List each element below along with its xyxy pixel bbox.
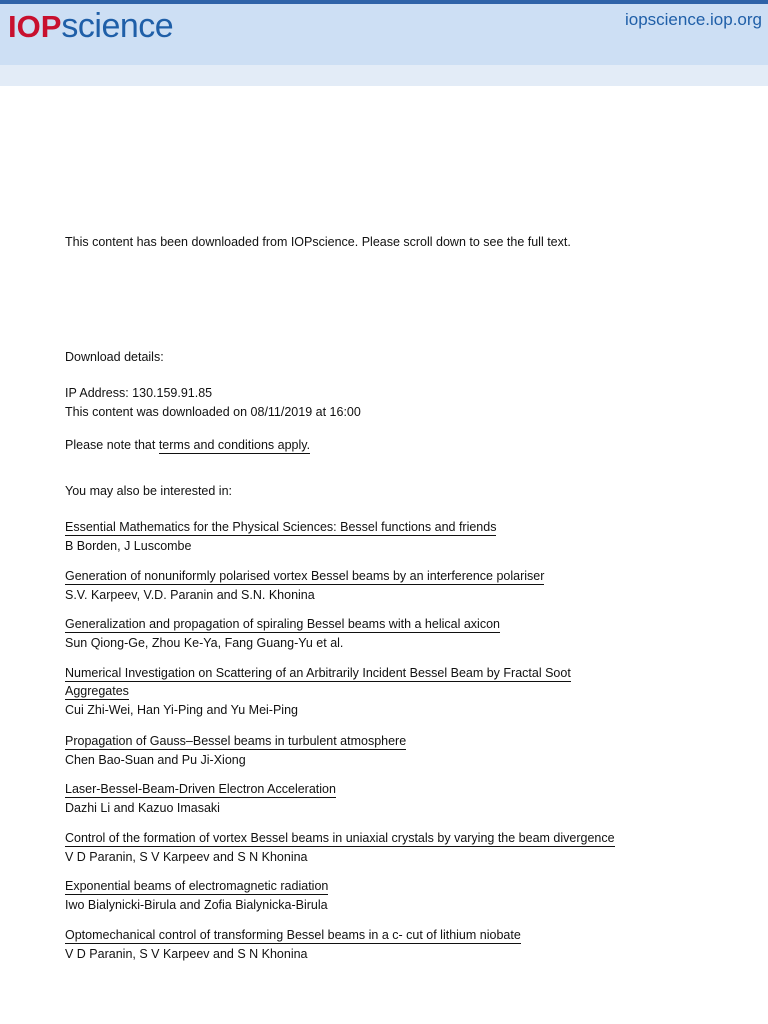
site-url-link[interactable]: iopscience.iop.org <box>624 10 762 29</box>
related-article <box>65 829 745 865</box>
article-title-link[interactable]: Control of the formation of vortex Bessel beams in uniaxial crystals by varying the beam divergence <box>65 831 615 845</box>
article-authors: S.V. Karpeev, V.D. Paranin and S.N. Khonina <box>65 588 315 602</box>
article-authors: V D Paranin, S V Karpeev and S N Khonina <box>65 947 308 961</box>
terms-notice <box>65 437 310 453</box>
ip-address: IP Address: 130.159.91.85 <box>65 386 213 400</box>
article-title-link[interactable]: Propagation of Gauss–Bessel beams in turbulent atmosphere <box>65 734 407 748</box>
article-title-link[interactable]: Exponential beams of electromagnetic radiation <box>65 879 329 893</box>
article-title-link[interactable]: Optomechanical control of transforming Bessel beams in a c- cut of lithium niobate <box>65 928 521 942</box>
related-article <box>65 780 665 816</box>
article-authors: V D Paranin, S V Karpeev and S N Khonina <box>65 850 308 864</box>
header-sub-band <box>0 65 768 86</box>
related-article <box>65 518 665 554</box>
logo-iop-text: IOP <box>8 9 62 44</box>
related-article <box>65 926 665 962</box>
related-article <box>65 567 665 603</box>
terms-link[interactable]: terms and conditions apply. <box>158 438 311 452</box>
related-article <box>65 877 665 913</box>
download-notice: This content has been downloaded from IOPscience. Please scroll down to see the full text. <box>65 235 571 249</box>
article-authors: Cui Zhi-Wei, Han Yi-Ping and Yu Mei-Ping <box>65 703 298 717</box>
download-date: This content was downloaded on 08/11/2019 at 16:00 <box>65 405 361 419</box>
article-authors: Sun Qiong-Ge, Zhou Ke-Ya, Fang Guang-Yu et al. <box>65 636 344 650</box>
article-authors: Chen Bao-Suan and Pu Ji-Xiong <box>65 753 246 767</box>
site-header <box>0 4 768 65</box>
related-article <box>65 664 605 718</box>
related-article <box>65 732 665 768</box>
article-title-link[interactable]: Numerical Investigation on Scattering of an Arbitrarily Incident Bessel Beam by Fractal Soot Aggregates <box>65 666 571 698</box>
terms-prefix: Please note that <box>65 438 159 452</box>
article-title-link[interactable]: Laser-Bessel-Beam-Driven Electron Acceleration <box>65 782 336 796</box>
article-authors: Iwo Bialynicki-Birula and Zofia Bialynicka-Birula <box>65 898 328 912</box>
related-article <box>65 615 665 651</box>
iopscience-logo[interactable] <box>8 7 173 49</box>
article-title-link[interactable]: Essential Mathematics for the Physical Sciences: Bessel functions and friends <box>65 520 497 534</box>
download-details-heading: Download details: <box>65 350 164 364</box>
article-title-link[interactable]: Generation of nonuniformly polarised vortex Bessel beams by an interference polariser <box>65 569 545 583</box>
logo-science-text: science <box>61 7 174 45</box>
article-title-link[interactable]: Generalization and propagation of spiraling Bessel beams with a helical axicon <box>65 617 500 631</box>
article-authors: Dazhi Li and Kazuo Imasaki <box>65 801 220 815</box>
article-authors: B Borden, J Luscombe <box>65 539 192 553</box>
related-heading: You may also be interested in: <box>65 484 233 498</box>
